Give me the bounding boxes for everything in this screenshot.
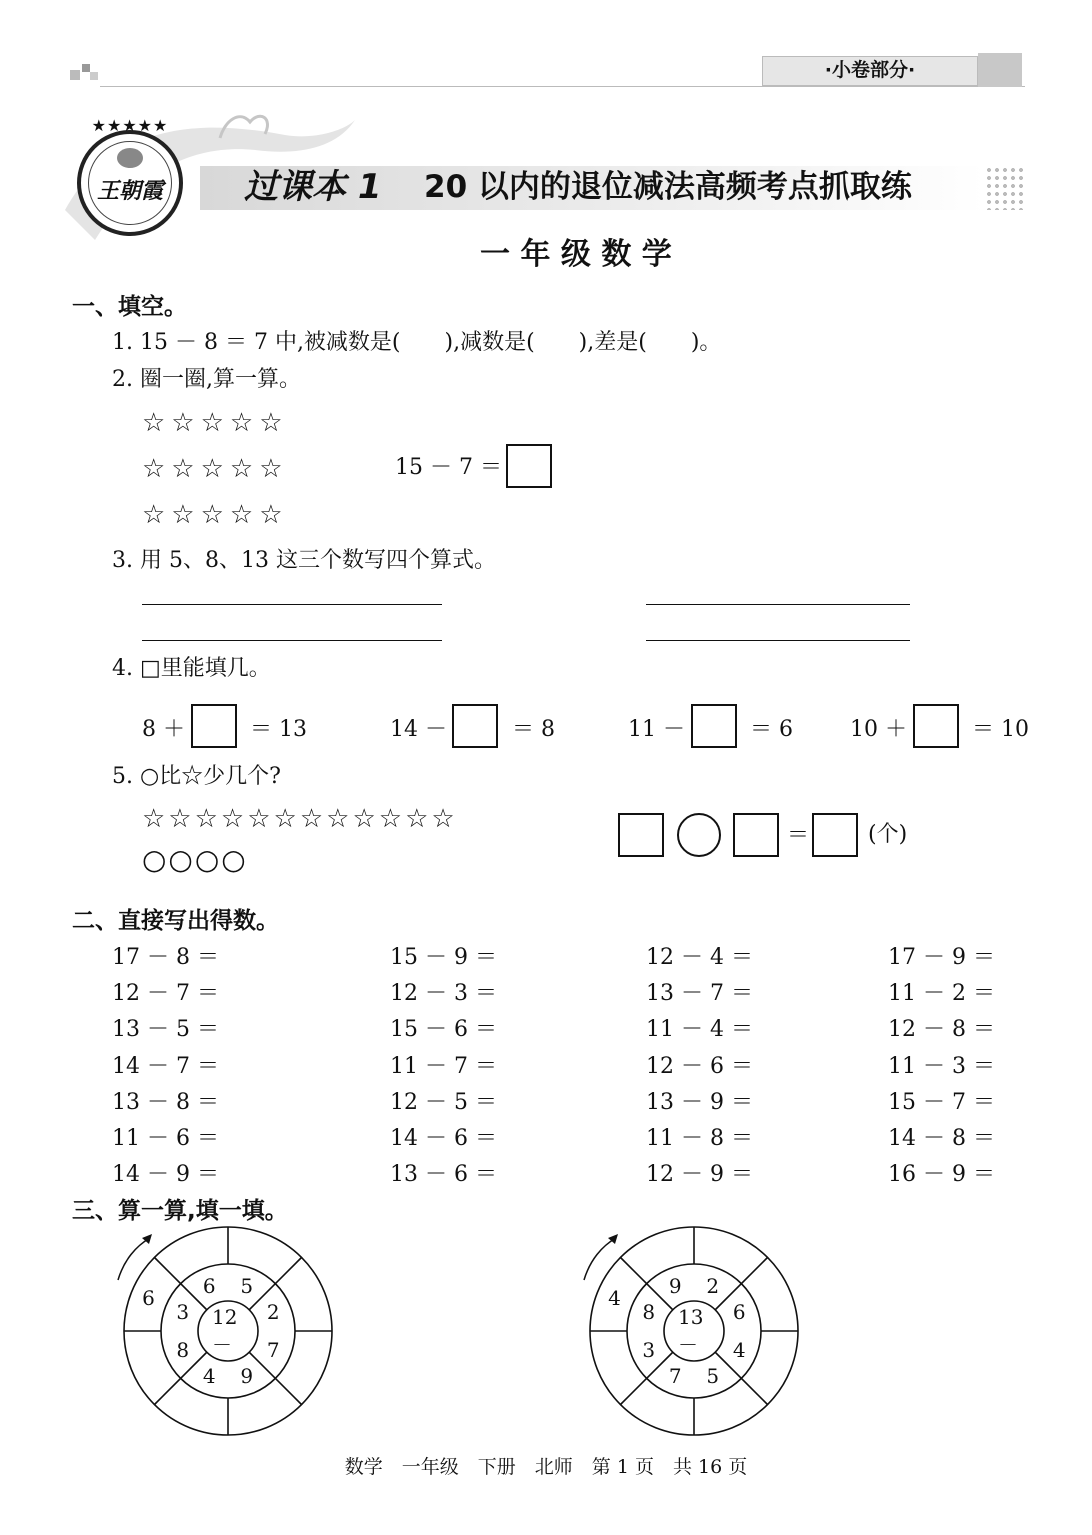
q3-answer-line[interactable] — [646, 604, 910, 605]
wheel-inner-number: 2 — [266, 1300, 280, 1325]
wheel-inner-number: 5 — [706, 1364, 720, 1389]
q5-circles: ○○○○ — [142, 843, 248, 876]
calc-item: 11 － 3 ＝ — [888, 1054, 995, 1079]
q4-item-left: 11 － — [628, 717, 685, 742]
calc-item: 15 － 7 ＝ — [888, 1090, 995, 1115]
calc-item: 17 － 9 ＝ — [888, 945, 995, 970]
calc-item: 11 － 8 ＝ — [646, 1126, 753, 1151]
q2-answer-box[interactable] — [506, 444, 552, 488]
logo-portrait — [117, 148, 143, 168]
q4-item-right: ＝ 10 — [972, 717, 1029, 742]
calc-item: 12 － 8 ＝ — [888, 1017, 995, 1042]
calc-item: 15 － 9 ＝ — [390, 945, 497, 970]
wheel-inner-number: 6 — [732, 1300, 746, 1325]
calc-item: 12 － 4 ＝ — [646, 945, 753, 970]
q5-stars: ☆☆☆☆☆☆☆☆☆☆☆☆ — [142, 804, 458, 834]
calc-item: 13 － 6 ＝ — [390, 1162, 497, 1187]
subtitle: 一 年 级 数 学 — [480, 237, 672, 272]
section1-heading: 一、填空。 — [72, 294, 187, 320]
q5-box-2[interactable] — [733, 813, 779, 857]
wheel-inner-number: 6 — [202, 1273, 216, 1298]
calc-item: 13 － 5 ＝ — [112, 1017, 219, 1042]
calc-item: 15 － 6 ＝ — [390, 1017, 497, 1042]
calc-item: 12 － 9 ＝ — [646, 1162, 753, 1187]
calc-item: 12 － 3 ＝ — [390, 981, 497, 1006]
q4-text: 4. □里能填几。 — [112, 656, 271, 681]
logo-text: 王朝霞 — [96, 178, 163, 204]
logo-stars: ★★★★★ — [91, 116, 169, 135]
q5-box-3[interactable] — [812, 813, 858, 857]
section3-heading: 三、算一算,填一填。 — [72, 1198, 288, 1224]
wheel-inner-number: 7 — [668, 1364, 682, 1389]
header-tag-block — [978, 53, 1022, 87]
calc-item: 13 － 8 ＝ — [112, 1090, 219, 1115]
wheel-inner-number: 5 — [240, 1273, 254, 1298]
q5-operator-circle[interactable] — [677, 813, 721, 857]
logo-seal — [77, 130, 183, 236]
q4-item-left: 14 － — [390, 717, 447, 742]
wheel-outer-number: 6 — [142, 1286, 155, 1311]
wheel-inner-number: 4 — [202, 1364, 216, 1389]
wheel-inner-number: 8 — [642, 1300, 656, 1325]
wheel-inner-number: 3 — [176, 1300, 190, 1325]
wheel-inner-number: 4 — [732, 1337, 746, 1362]
corner-squares — [70, 64, 102, 80]
calc-item: 13 － 7 ＝ — [646, 981, 753, 1006]
q2-stars-row: ☆☆☆☆☆ — [142, 454, 289, 484]
calc-item: 13 － 9 ＝ — [646, 1090, 753, 1115]
q5-box-1[interactable] — [618, 813, 664, 857]
q4-item-right: ＝ 13 — [250, 717, 307, 742]
calc-item: 14 － 7 ＝ — [112, 1054, 219, 1079]
q5-unit: (个) — [868, 822, 908, 847]
q5-equals: ＝ — [787, 823, 810, 848]
wheel-center-label: 13－ — [678, 1304, 704, 1357]
q3-answer-line[interactable] — [646, 640, 910, 641]
banner-dots — [985, 166, 1025, 210]
wheel-inner-number: 9 — [668, 1273, 682, 1298]
q4-answer-box[interactable] — [691, 704, 737, 748]
calc-item: 12 － 7 ＝ — [112, 981, 219, 1006]
q3-answer-line[interactable] — [142, 640, 442, 641]
q5-text: 5. ○比☆少几个? — [112, 764, 281, 789]
calc-item: 12 － 5 ＝ — [390, 1090, 497, 1115]
footer: 数学 一年级 下册 北师 第 1 页 共 16 页 — [344, 1456, 748, 1478]
calc-item: 11 － 6 ＝ — [112, 1126, 219, 1151]
calc-item: 11 － 4 ＝ — [646, 1017, 753, 1042]
wheel-outer-number: 4 — [608, 1286, 621, 1311]
q4-answer-box[interactable] — [913, 704, 959, 748]
lesson-title: 20 以内的退位减法高频考点抓取练 — [424, 169, 912, 205]
calc-item: 14 － 6 ＝ — [390, 1126, 497, 1151]
lesson-label: 过课本 1 — [244, 167, 382, 207]
q1-text: 1. 15 － 8 ＝ 7 中,被减数是( ),减数是( ),差是( )。 — [112, 330, 722, 355]
calc-item: 14 － 8 ＝ — [888, 1126, 995, 1151]
calc-item: 16 － 9 ＝ — [888, 1162, 995, 1187]
q3-answer-line[interactable] — [142, 604, 442, 605]
wheel-inner-number: 7 — [266, 1337, 280, 1362]
wheel-center-label: 12－ — [212, 1304, 238, 1357]
q4-item-left: 10 ＋ — [850, 717, 907, 742]
header-rule — [100, 86, 1025, 87]
q2-stars-row: ☆☆☆☆☆ — [142, 408, 289, 438]
q3-text: 3. 用 5、8、13 这三个数写四个算式。 — [112, 548, 496, 573]
q4-item-right: ＝ 6 — [750, 717, 793, 742]
q4-answer-box[interactable] — [191, 704, 237, 748]
header-tag: ·小卷部分· — [824, 59, 916, 81]
wheel-inner-number: 3 — [642, 1337, 656, 1362]
q4-item-right: ＝ 8 — [512, 717, 555, 742]
q4-answer-box[interactable] — [452, 704, 498, 748]
q2-equation: 15 － 7 ＝ — [395, 455, 502, 480]
q2-text: 2. 圈一圈,算一算。 — [112, 367, 301, 392]
q2-stars-row: ☆☆☆☆☆ — [142, 500, 289, 530]
calc-item: 11 － 7 ＝ — [390, 1054, 497, 1079]
wheel-inner-number: 2 — [706, 1273, 720, 1298]
calc-item: 14 － 9 ＝ — [112, 1162, 219, 1187]
q4-item-left: 8 ＋ — [142, 717, 185, 742]
section2-heading: 二、直接写出得数。 — [72, 908, 279, 934]
wheel-inner-number: 8 — [176, 1337, 190, 1362]
calc-item: 11 － 2 ＝ — [888, 981, 995, 1006]
calc-item: 12 － 6 ＝ — [646, 1054, 753, 1079]
calc-item: 17 － 8 ＝ — [112, 945, 219, 970]
wheel-inner-number: 9 — [240, 1364, 254, 1389]
